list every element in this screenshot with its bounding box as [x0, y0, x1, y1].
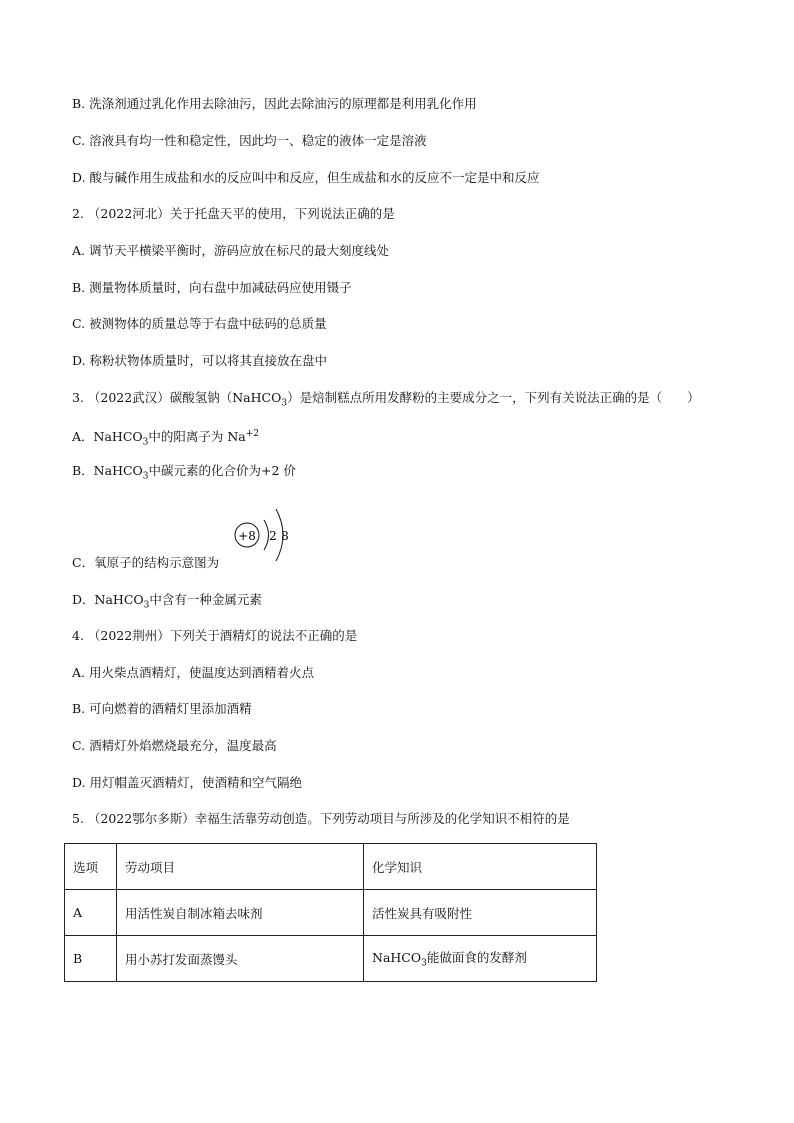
- table-row: [65, 890, 597, 936]
- nucleus-charge: +8: [238, 529, 256, 543]
- shell-1-electrons: 2: [269, 529, 277, 543]
- q4-option-b: B. 可向燃着的酒精灯里添加酒精: [72, 701, 252, 716]
- table-header-row: [65, 844, 597, 890]
- q3-option-b: B．NaHCO$_3$中碳元素的化合价为+2 价: [72, 463, 296, 482]
- q5-table: [64, 843, 597, 982]
- q3-stem: 3. （2022武汉）碳酸氢钠（NaHCO$_3$）是焙制糕点所用发酵粉的主要成分之一，下列有关说法正确的是（ ）: [72, 390, 700, 409]
- q2-option-d: D. 称粉状物体质量时，可以将其直接放在盘中: [72, 353, 328, 368]
- q2-option-b: B. 测量物体质量时，向右盘中加减砝码应使用镊子: [72, 280, 352, 295]
- row-a-option: A: [65, 890, 117, 936]
- shell-2-electrons: 8: [281, 529, 289, 543]
- q4-option-d: D. 用灯帽盖灭酒精灯，使酒精和空气隔绝: [72, 775, 303, 790]
- q2-option-c: C. 被测物体的质量总等于右盘中砝码的总质量: [72, 316, 327, 331]
- row-a-knowledge: 活性炭具有吸附性: [364, 890, 597, 936]
- q3-option-c: C．氧原子的结构示意图为: [72, 555, 220, 570]
- q2-option-a: A. 调节天平横梁平衡时，游码应放在标尺的最大刻度线处: [72, 243, 389, 258]
- oxygen-atom-structure-diagram: [226, 500, 306, 570]
- table-row: [65, 936, 597, 982]
- row-b-option: B: [65, 936, 117, 982]
- row-b-knowledge: NaHCO$_3$能做面食的发酵剂: [364, 936, 597, 982]
- q4-option-c: C. 酒精灯外焰燃烧最充分，温度最高: [72, 738, 277, 753]
- electron-shell-1: [264, 520, 269, 550]
- q2-stem: 2. （2022河北）关于托盘天平的使用，下列说法正确的是: [72, 206, 395, 221]
- q1-option-d: D. 酸与碱作用生成盐和水的反应叫中和反应，但生成盐和水的反应不一定是中和反应: [72, 170, 540, 185]
- q3-option-a: A．NaHCO$_3$中的阳离子为 $Na^{+2}$: [72, 429, 260, 448]
- q4-stem: 4. （2022荆州）下列关于酒精灯的说法不正确的是: [72, 628, 358, 643]
- row-b-project: 用小苏打发面蒸馒头: [117, 936, 364, 982]
- header-labor-project: 劳动项目: [117, 844, 364, 890]
- header-option: 选项: [65, 844, 117, 890]
- q5-stem: 5. （2022鄂尔多斯）幸福生活靠劳动创造。下列劳动项目与所涉及的化学知识不相符的是: [72, 811, 570, 826]
- q1-option-b: B. 洗涤剂通过乳化作用去除油污，因此去除油污的原理都是利用乳化作用: [72, 96, 477, 111]
- q3-option-d: D．NaHCO$_3$中含有一种金属元素: [72, 592, 262, 611]
- q4-option-a: A. 用火柴点酒精灯，使温度达到酒精着火点: [72, 665, 314, 680]
- row-a-project: 用活性炭自制冰箱去味剂: [117, 890, 364, 936]
- q1-option-c: C. 溶液具有均一性和稳定性，因此均一、稳定的液体一定是溶液: [72, 133, 427, 148]
- header-chem-knowledge: 化学知识: [364, 844, 597, 890]
